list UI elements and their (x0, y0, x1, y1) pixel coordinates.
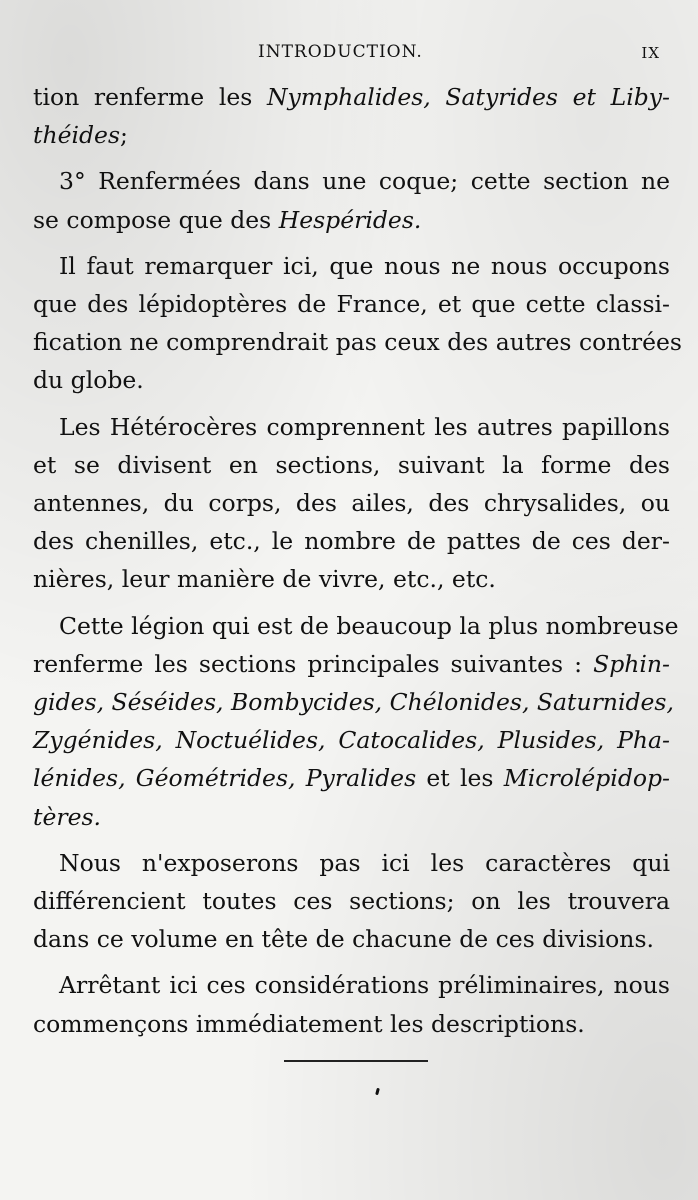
text-line: 3° Renfermées dans une coque; cette section ne (59, 167, 670, 196)
text-line: fication ne comprendrait pas ceux des autres contrées (33, 328, 682, 357)
italic-span: lénides, Géométrides, Pyralides (33, 764, 417, 793)
text-span: tion renferme les (33, 83, 267, 111)
text-line: que des lépidoptères de France, et que cette classi- (33, 290, 670, 319)
text-line (33, 645, 670, 683)
italic-span: Microlépidop- (503, 764, 670, 793)
text-line: dans ce volume en tête de chacune de ces divisions. (33, 925, 654, 954)
italic-span: Sphin- (593, 649, 670, 678)
text-line: Les Hétérocères comprennent les autres papillons (59, 412, 670, 441)
paragraph-6 (33, 844, 670, 959)
text-line: Il faut remarquer ici, que nous ne nous occupons (59, 251, 670, 280)
italic-span: théides (33, 121, 121, 150)
section-end-rule (284, 1060, 428, 1062)
text-line: différencient toutes ces sections; on les trouvera (33, 887, 670, 916)
text-line: Cette légion qui est de beaucoup la plus nombreuse (59, 611, 679, 640)
text-line: Nous n'exposerons pas ici les caractères qui (59, 848, 670, 877)
running-head (0, 42, 698, 72)
running-title: INTRODUCTION. (258, 42, 423, 62)
text-span: ; (120, 121, 128, 150)
text-line (33, 759, 670, 797)
paragraph-5 (33, 607, 679, 836)
text-line: et se divisent en sections, suivant la forme des (33, 450, 670, 479)
text-line: nières, leur manière de vivre, etc., etc. (33, 565, 496, 594)
text-line: Zygénides, Noctuélides, Catocalides, Plusides, Pha- (33, 726, 670, 755)
text-span: et les (416, 764, 504, 793)
text-line: commençons immédiatement les descriptions. (33, 1009, 585, 1038)
text-line (33, 116, 670, 154)
text-line: Arrêtant ici ces considérations préliminaires, nous (59, 971, 670, 1000)
ink-speck (375, 1088, 380, 1096)
paragraph-3 (33, 247, 682, 400)
text-line: gides, Séséides, Bombycides, Chélonides, Saturnides, (33, 688, 674, 717)
text-line: tères. (33, 802, 102, 831)
italic-span: Nymphalides, Satyrides et Liby- (266, 83, 670, 111)
italic-span: Hespérides. (278, 205, 422, 234)
paragraph-1 (33, 78, 670, 154)
text-line (33, 78, 670, 116)
body-text (33, 78, 682, 1051)
text-line: du globe. (33, 366, 144, 395)
paragraph-7 (33, 966, 670, 1042)
page-number: IX (641, 44, 660, 62)
text-span: renferme les sections principales suivantes : (33, 649, 594, 678)
text-line (33, 201, 670, 239)
text-line: des chenilles, etc., le nombre de pattes de ces der- (33, 527, 670, 556)
text-line: antennes, du corps, des ailes, des chrysalides, ou (33, 489, 670, 518)
paragraph-4 (33, 408, 670, 599)
paragraph-2 (33, 162, 670, 238)
text-span: se compose que des (33, 205, 279, 234)
